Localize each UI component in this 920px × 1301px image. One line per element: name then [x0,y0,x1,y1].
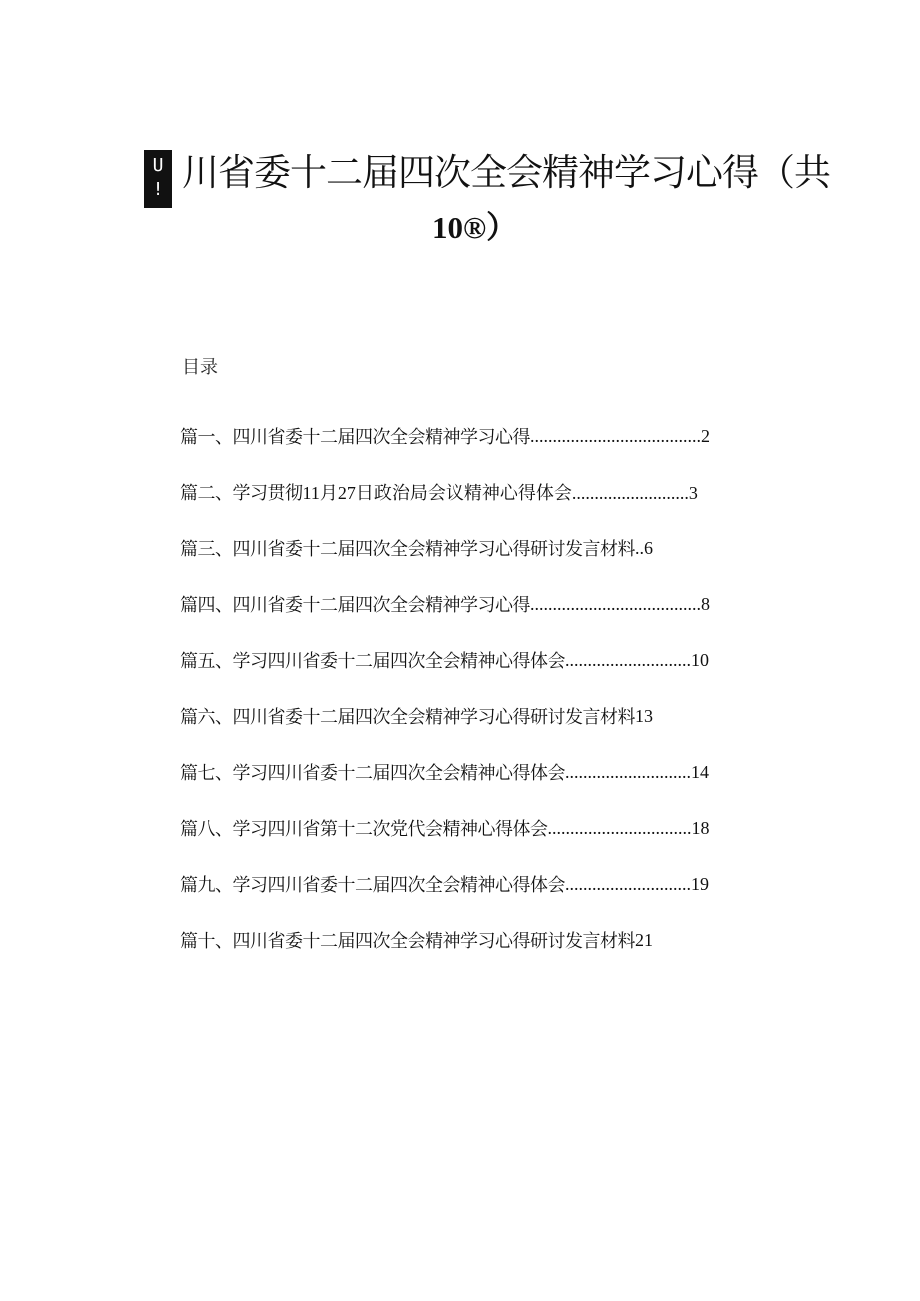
toc-entry-page: 11月27日政治局会议精神心得体会..........................3 [302,483,698,503]
toc-entry-3[interactable] [180,520,780,576]
toc-entry-4[interactable] [180,576,780,632]
toc-entry-page: ......................................8 [530,593,710,614]
toc-entry-title: 篇一、四川省委十二届四次全会精神学习心得 [180,427,530,448]
toc-entry-title: 篇十、四川省委十二届四次全会精神学习心得研讨发言材料 [180,931,635,952]
toc-entry-page: ......................................2 [530,425,710,446]
toc-entry-8[interactable] [180,800,780,856]
toc-entry-page: 13 [635,705,653,726]
toc-entry-title: 篇九、学习四川省委十二届四次全会精神心得体会 [180,875,565,896]
toc-entry-title: 篇八、学习四川省第十二次党代会精神心得体会 [180,819,548,840]
toc-entry-6[interactable] [180,688,780,744]
toc-entry-5[interactable] [180,632,780,688]
table-of-contents [180,408,780,968]
toc-entry-1[interactable] [180,408,780,464]
toc-entry-page: ................................18 [547,817,710,838]
toc-entry-page: ............................19 [565,873,709,894]
toc-entry-title: 篇六、四川省委十二届四次全会精神学习心得研讨发言材料 [180,707,635,728]
toc-entry-page: ............................10 [565,649,709,670]
toc-entry-title: 篇五、学习四川省委十二届四次全会精神心得体会 [180,651,565,672]
toc-entry-title: 篇七、学习四川省委十二届四次全会精神心得体会 [180,763,565,784]
toc-entry-title: 篇二、学习贯彻 [180,483,303,504]
toc-entry-2[interactable] [180,464,780,520]
toc-entry-page: ............................14 [565,761,709,782]
title-line-1: 川省委十二届四次全会精神学习心得（共 [182,151,830,194]
toc-entry-title: 篇四、四川省委十二届四次全会精神学习心得 [180,595,530,616]
toc-heading: 目录 [182,357,218,378]
toc-entry-7[interactable] [180,744,780,800]
title-mark-glyph: U ! [144,150,172,208]
toc-entry-title: 篇三、四川省委十二届四次全会精神学习心得研讨发言材料 [180,539,635,560]
toc-entry-page: ..6 [635,537,653,558]
toc-entry-page: 21 [635,929,653,950]
title-line-2: 10®） [432,210,518,245]
toc-entry-9[interactable] [180,856,780,912]
toc-entry-10[interactable] [180,912,780,968]
